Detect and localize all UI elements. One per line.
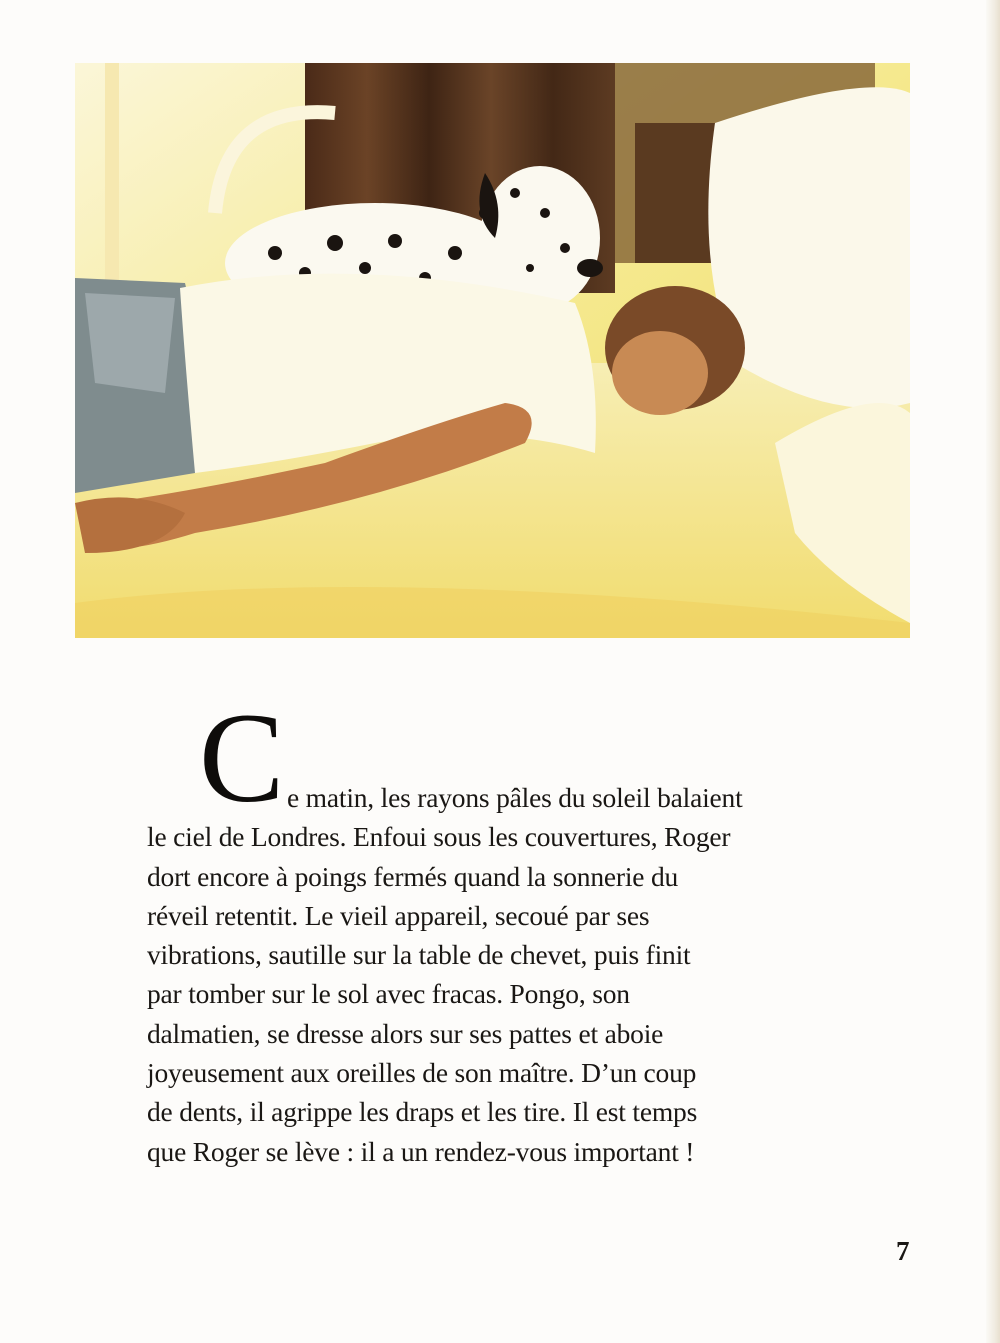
story-line: joyeusement aux oreilles de son maître. D’un coup (147, 1057, 697, 1089)
story-paragraph (147, 778, 847, 1171)
page-edge (986, 0, 1000, 1343)
sleeping-man-with-dalmatian-image (75, 63, 910, 638)
drop-cap: C (199, 687, 285, 829)
story-line: réveil retentit. Le vieil appareil, secoué par ses (147, 899, 650, 931)
illustration-photo (75, 63, 910, 638)
story-line: dort encore à poings fermés quand la sonnerie du (147, 860, 679, 892)
story-line: vibrations, sautille sur la table de chevet, puis finit (147, 939, 691, 971)
story-line: par tomber sur le sol avec fracas. Pongo, son (147, 978, 630, 1010)
story-line: dalmatien, se dresse alors sur ses pattes et aboie (147, 1017, 664, 1049)
page-number: 7 (896, 1236, 910, 1266)
story-line: e matin, les rayons pâles du soleil balaient (287, 782, 743, 813)
story-line: que Roger se lève : il a un rendez-vous important ! (147, 1135, 695, 1167)
story-line: de dents, il agrippe les draps et les tire. Il est temps (147, 1096, 698, 1128)
story-line: le ciel de Londres. Enfoui sous les couvertures, Roger (147, 821, 731, 853)
